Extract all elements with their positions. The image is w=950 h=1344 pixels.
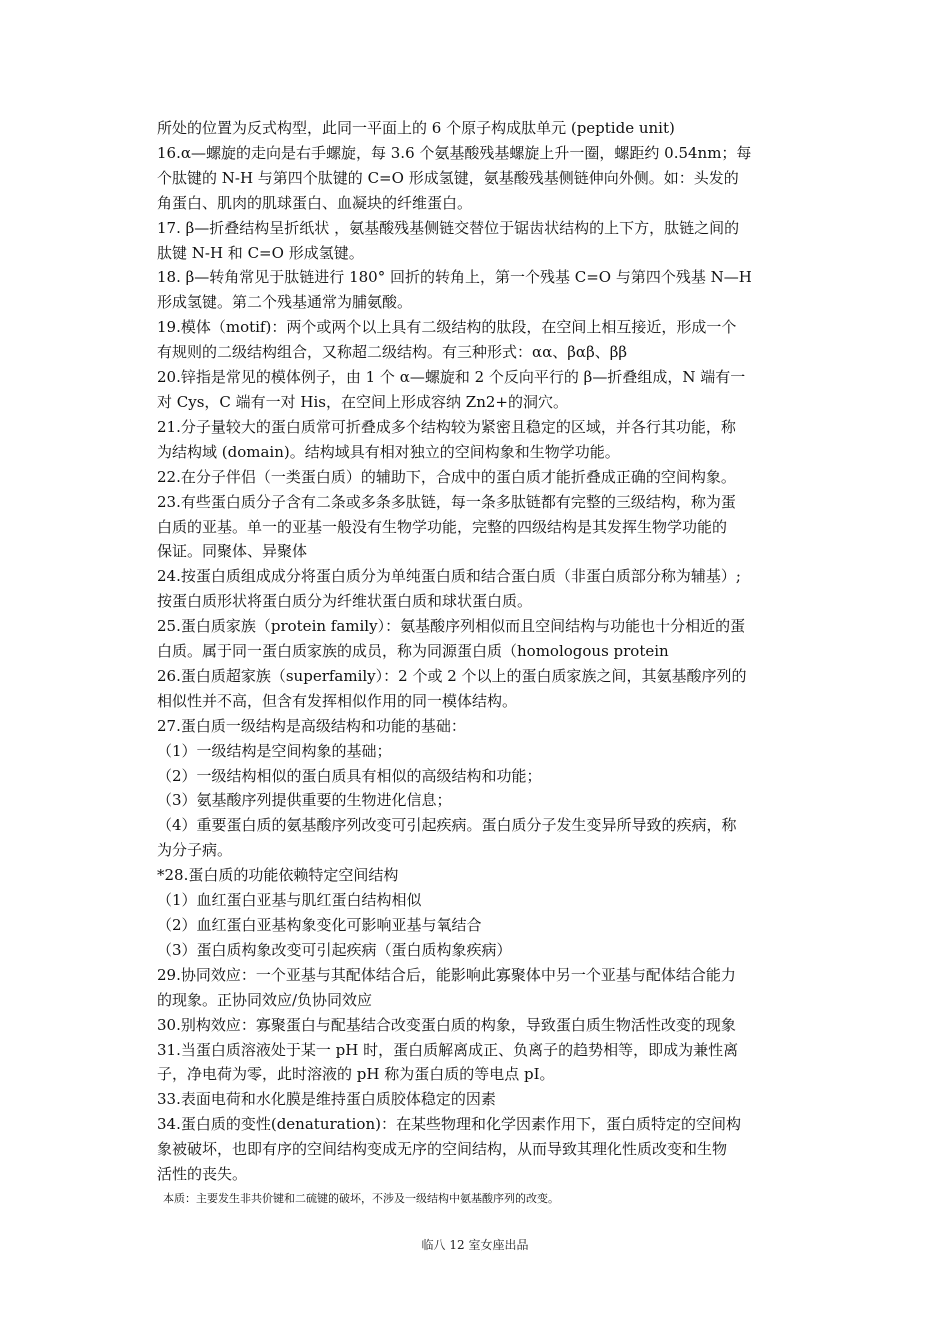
text-line: 34.蛋白质的变性(denaturation)：在某些物理和化学因素作用下，蛋白质特定的空间构 [157,1115,741,1134]
text-line: 24.按蛋白质组成成分将蛋白质分为单纯蛋白质和结合蛋白质（非蛋白质部分称为辅基）; [157,567,741,586]
text-line: 白质。属于同一蛋白质家族的成员，称为同源蛋白质（homologous protein [157,642,669,661]
text-line: 对 Cys，C 端有一对 His，在空间上形成容纳 Zn2+的洞穴。 [157,392,568,411]
text-line: （2）一级结构相似的蛋白质具有相似的高级结构和功能； [157,766,542,785]
text-line: 活性的丧失。 [157,1165,248,1184]
text-line: 18. β—转角常见于肽链进行 180° 回折的转角上，第一个残基 C=O 与第四个残基 N—H [157,268,752,287]
text-line: 子，净电荷为零，此时溶液的 pH 称为蛋白质的等电点 pI。 [157,1065,555,1084]
text-line: 19.模体（motif)：两个或两个以上具有二级结构的肽段，在空间上相互接近，形成一个 [157,318,737,337]
text-line: 保证。同聚体、异聚体 [157,542,308,561]
text-line: （4）重要蛋白质的氨基酸序列改变可引起疾病。蛋白质分子发生变异所导致的疾病，称 [157,816,737,835]
text-line: 22.在分子伴侣（一类蛋白质）的辅助下，合成中的蛋白质才能折叠成正确的空间构象。 [157,467,736,486]
text-line: 26.蛋白质超家族（superfamily）：2 个或 2 个以上的蛋白质家族之间，其氨基酸序列的 [157,666,747,685]
text-line: 肽键 N-H 和 C=O 形成氢键。 [157,243,364,262]
text-line: 23.有些蛋白质分子含有二条或多条多肽链，每一条多肽链都有完整的三级结构，称为蛋 [157,492,736,511]
text-line: （1）血红蛋白亚基与肌红蛋白结构相似 [157,891,422,910]
text-line: （2）血红蛋白亚基构象变化可影响亚基与氧结合 [157,916,482,934]
text-line: 20.锌指是常见的模体例子，由 1 个 α—螺旋和 2 个反向平行的 β—折叠组成，N 端有一 [157,368,746,387]
text-line: （3）氨基酸序列提供重要的生物进化信息； [157,791,452,810]
page-footer: 临八 12 室女座出品 [421,1238,529,1252]
text-line: 17. β—折叠结构呈折纸状 ，氨基酸残基侧链交替位于锯齿状结构的上下方，肽链之间的 [157,218,740,237]
text-line: （1）一级结构是空间构象的基础； [157,741,392,760]
text-line: 为分子病。 [157,841,233,860]
text-line: 所处的位置为反式构型，此同一平面上的 6 个原子构成肽单元 (peptide unit) [157,119,675,137]
text-line: 30.别构效应：寡聚蛋白与配基结合改变蛋白质的构象，导致蛋白质生物活性改变的现象 [157,1015,736,1034]
text-line: 个肽键的 N-H 与第四个肽键的 C=O 形成氢键，氨基酸残基侧链伸向外侧。如：头发的 [157,168,739,187]
text-line: 29.协同效应：一个亚基与其配体结合后，能影响此寡聚体中另一个亚基与配体结合能力 [157,965,736,984]
text-line: 25.蛋白质家族（protein family）：氨基酸序列相似而且空间结构与功能也十分相近的蛋 [157,617,746,636]
text-line: *28.蛋白质的功能依赖特定空间结构 [157,866,399,885]
text-line: 按蛋白质形状将蛋白质分为纤维状蛋白质和球状蛋白质。 [157,592,533,611]
text-line: 本质：主要发生非共价键和二硫键的破坏，不涉及一级结构中氨基酸序列的改变。 [163,1191,559,1205]
text-line: 形成氢键。第二个残基通常为脯氨酸。 [157,293,413,312]
text-line: 白质的亚基。单一的亚基一般没有生物学功能，完整的四级结构是其发挥生物学功能的 [157,517,728,536]
text-line: （3）蛋白质构象改变可引起疾病（蛋白质构象疾病） [157,940,512,959]
text-line: 有规则的二级结构组合，又称超二级结构。有三种形式：αα、βαβ、ββ [157,343,628,362]
text-line: 31.当蛋白质溶液处于某一 pH 时，蛋白质解离成正、负离子的趋势相等，即成为兼性离 [157,1040,739,1059]
text-line: 21.分子量较大的蛋白质常可折叠成多个结构较为紧密且稳定的区域，并各行其功能，称 [157,417,736,436]
text-line: 的现象。正协同效应/负协同效应 [157,990,373,1009]
text-line: 33.表面电荷和水化膜是维持蛋白质胶体稳定的因素 [157,1090,496,1109]
text-line: 16.α—螺旋的走向是右手螺旋，每 3.6 个氨基酸残基螺旋上升一圈，螺距约 0.54nm；每 [157,143,752,162]
text-line: 象被破坏，也即有序的空间结构变成无序的空间结构，从而导致其理化性质改变和生物 [157,1140,728,1159]
document-body [157,116,807,1212]
text-line: 相似性并不高，但含有发挥相似作用的同一模体结构。 [157,691,518,710]
text-line: 为结构域 (domain)。结构域具有相对独立的空间构象和生物学功能。 [157,442,620,461]
text-line: 角蛋白、肌肉的肌球蛋白、血凝块的纤维蛋白。 [157,193,473,212]
text-line: 27.蛋白质一级结构是高级结构和功能的基础： [157,716,466,735]
